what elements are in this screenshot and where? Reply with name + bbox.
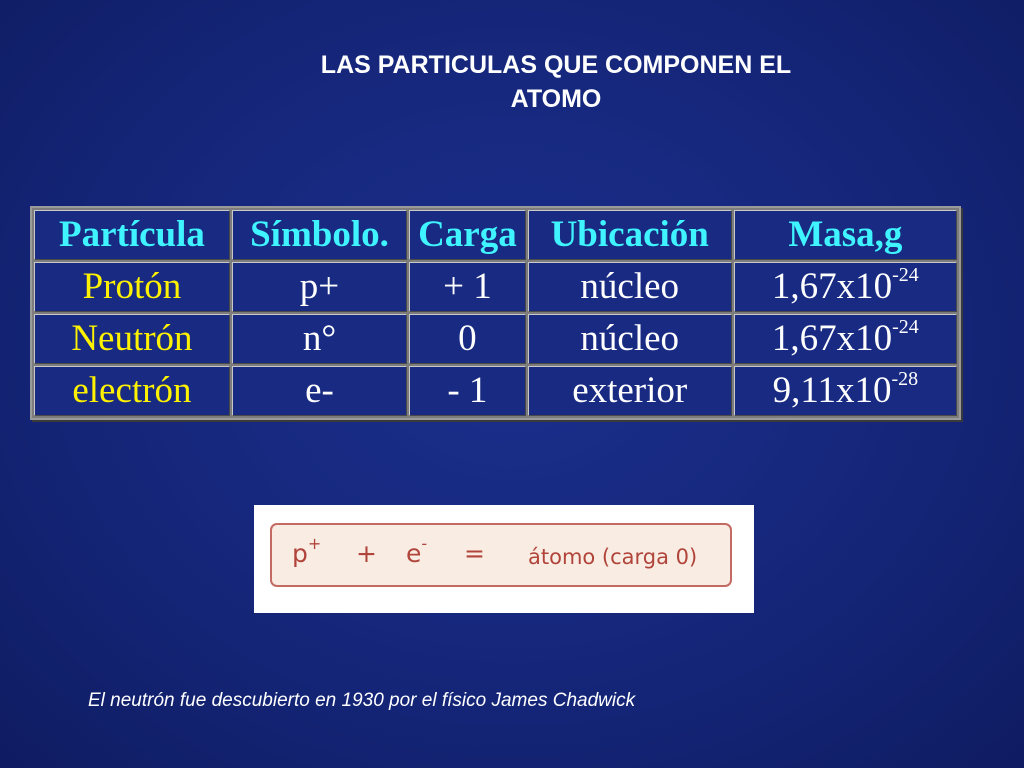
equation-equals: = — [464, 539, 485, 568]
equation-proton-letter: p — [292, 539, 308, 568]
equation-electron — [406, 534, 428, 569]
mass-base: 1,67x10 — [771, 266, 893, 307]
cell-charge: + 1 — [409, 262, 526, 312]
header-carga: Carga — [409, 210, 526, 260]
particles-table — [30, 206, 961, 420]
header-simbolo: Símbolo. — [232, 210, 407, 260]
cell-location: núcleo — [528, 314, 732, 364]
header-ubicacion: Ubicación — [528, 210, 732, 260]
equation-proton — [292, 534, 322, 569]
cell-symbol: p+ — [232, 262, 407, 312]
footnote: El neutrón fue descubierto en 1930 por el físico James Chadwick — [88, 690, 636, 711]
equation-electron-letter: e — [406, 539, 422, 568]
cell-mass — [734, 314, 957, 364]
equation-plus: + — [356, 539, 377, 568]
mass-exponent: -24 — [892, 316, 919, 338]
slide-title — [200, 48, 912, 116]
cell-charge: 0 — [409, 314, 526, 364]
header-masa: Masa,g — [734, 210, 957, 260]
table-row — [34, 314, 957, 364]
equation-electron-sup: - — [421, 534, 428, 553]
cell-particle: electrón — [34, 366, 230, 416]
mass-base: 1,67x10 — [771, 318, 893, 359]
header-particula: Partícula — [34, 210, 230, 260]
cell-symbol: e- — [232, 366, 407, 416]
cell-location: núcleo — [528, 262, 732, 312]
cell-charge: - 1 — [409, 366, 526, 416]
mass-exponent: -28 — [891, 368, 919, 390]
slide-title-line-1: LAS PARTICULAS QUE COMPONEN EL — [320, 51, 792, 79]
mass-base: 9,11x10 — [772, 370, 892, 411]
mass-exponent: -24 — [892, 264, 919, 286]
equation-box — [270, 523, 732, 587]
cell-particle: Protón — [34, 262, 230, 312]
cell-particle: Neutrón — [34, 314, 230, 364]
cell-symbol: n° — [232, 314, 407, 364]
table-row — [34, 366, 957, 416]
cell-mass — [734, 366, 957, 416]
equation-result: átomo (carga 0) — [528, 545, 698, 569]
cell-mass — [734, 262, 957, 312]
cell-location: exterior — [528, 366, 732, 416]
slide-title-line-2: ATOMO — [510, 85, 602, 113]
equation-proton-sup: + — [307, 534, 322, 553]
equation-image — [254, 505, 754, 613]
table-header-row — [34, 210, 957, 260]
table-row — [34, 262, 957, 312]
